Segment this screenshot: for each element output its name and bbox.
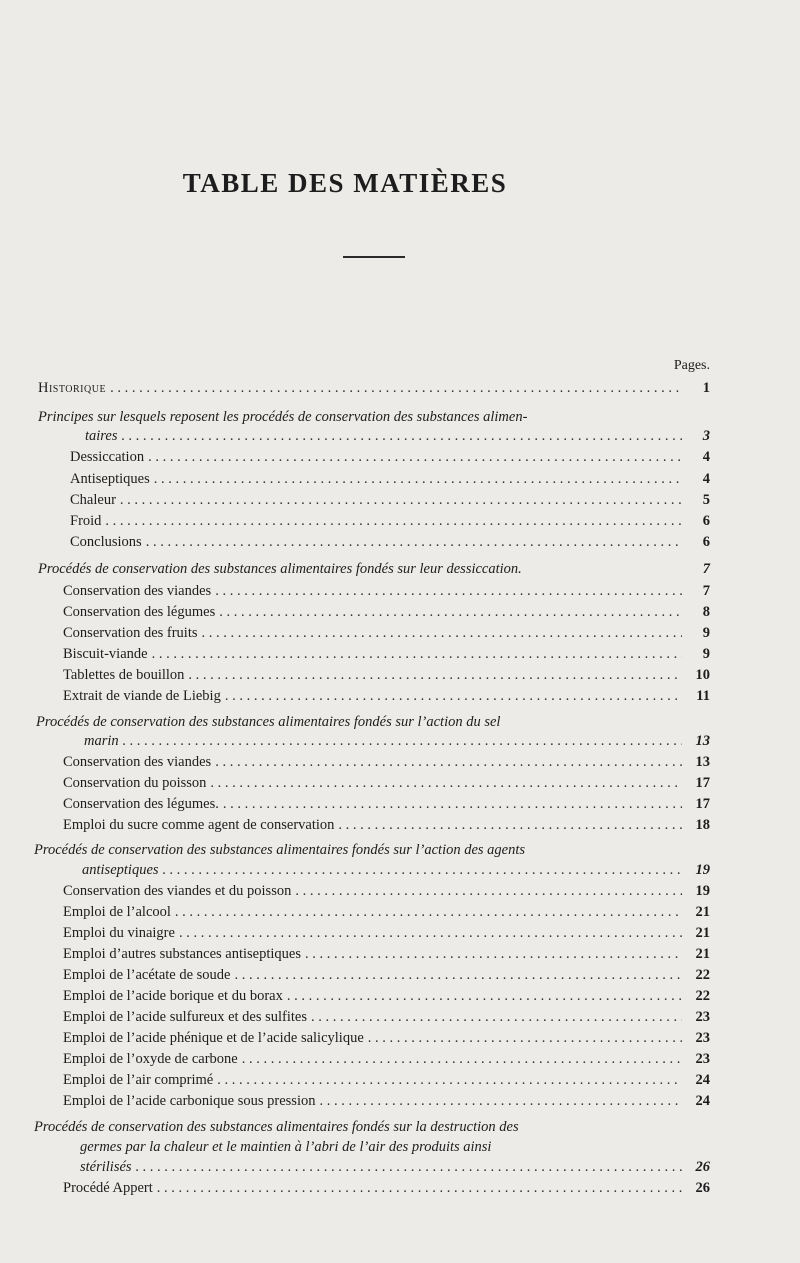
toc-entry-label: Antiseptiques — [70, 471, 150, 487]
toc-entry[interactable] — [38, 379, 710, 397]
toc-entry-label: Chaleur — [70, 492, 116, 508]
toc-entry-label: Emploi de l’alcool — [63, 904, 171, 920]
toc-entry-label: Conservation des viandes — [63, 754, 212, 770]
toc-entry-page: 5 — [702, 492, 710, 508]
toc-entry-label: Emploi de l’oxyde de carbone — [63, 1051, 238, 1067]
dot-leader — [154, 470, 682, 488]
toc-section-heading[interactable] — [82, 861, 710, 879]
toc-entry-page: 7 — [702, 583, 710, 599]
toc-entry[interactable] — [63, 945, 710, 963]
toc-entry-page: 4 — [702, 471, 710, 487]
toc-entry[interactable] — [63, 1179, 710, 1197]
dot-leader — [338, 816, 682, 834]
toc-entry[interactable] — [63, 1050, 710, 1068]
toc-entry-label: Emploi de l’acide carbonique sous pression — [63, 1093, 316, 1109]
toc-entry[interactable] — [70, 491, 710, 509]
toc-entry-page: 3 — [702, 428, 710, 444]
toc-entry[interactable] — [70, 533, 710, 551]
toc-entry-page: 24 — [695, 1093, 710, 1109]
dot-leader — [215, 582, 682, 600]
toc-entry-label: Dessiccation — [70, 449, 145, 465]
toc-entry-page: 13 — [695, 733, 710, 749]
dot-leader — [157, 1179, 682, 1197]
toc-section-heading-line: germes par la chaleur et le maintien à l’abri de l’air des produits ainsi — [80, 1139, 492, 1155]
toc-entry-page: 19 — [695, 862, 710, 878]
dot-leader — [215, 753, 682, 771]
toc-section-heading-line: Procédés de conservation des substances alimentaires fondés sur l’action des agents — [34, 842, 526, 858]
toc-entry-page: 26 — [695, 1180, 710, 1196]
toc-entry-label: Conservation des viandes et du poisson — [63, 883, 292, 899]
toc-entry-page: 4 — [702, 449, 710, 465]
toc-section-heading[interactable] — [84, 732, 710, 750]
dot-leader — [235, 966, 683, 984]
toc-entry-label: Emploi de l’acide sulfureux et des sulfites — [63, 1009, 308, 1025]
toc-entry-page: 21 — [695, 925, 710, 941]
toc-entry-page: 23 — [695, 1009, 710, 1025]
dot-leader — [242, 1050, 682, 1068]
toc-entry-label: Emploi de l’acide borique et du borax — [63, 988, 283, 1004]
toc-entry[interactable] — [70, 448, 710, 466]
dot-leader — [148, 448, 682, 466]
dot-leader — [217, 1071, 682, 1089]
toc-entry-page: 17 — [695, 775, 710, 791]
toc-section-heading[interactable] — [85, 427, 710, 445]
toc-entry[interactable] — [63, 666, 710, 684]
toc-entry[interactable] — [63, 753, 710, 771]
toc-entry[interactable] — [63, 816, 710, 834]
dot-leader — [225, 687, 682, 705]
dot-leader — [210, 774, 682, 792]
dot-leader — [105, 512, 682, 530]
toc-entry-label: Emploi du vinaigre — [63, 925, 175, 941]
toc-entry-page: 9 — [702, 646, 710, 662]
toc-entry[interactable] — [63, 645, 710, 663]
toc-entry-page: 13 — [695, 754, 710, 770]
toc-entry-page: 9 — [702, 625, 710, 641]
toc-entry[interactable] — [63, 774, 710, 792]
toc-entry[interactable] — [63, 1029, 710, 1047]
toc-entry-page: 8 — [702, 604, 710, 620]
toc-entry-label: Emploi de l’acide phénique et de l’acide salicylique — [63, 1030, 364, 1046]
dot-leader — [120, 491, 682, 509]
dot-leader — [311, 1008, 682, 1026]
toc-entry-label: Procédés de conservation des substances alimentaires fondés sur leur dessiccation. — [38, 561, 522, 577]
toc-entry-page: 11 — [696, 688, 710, 704]
toc-entry-page: 26 — [695, 1159, 710, 1175]
dot-leader — [122, 427, 683, 445]
toc-entry[interactable] — [63, 1071, 710, 1089]
dot-leader — [152, 645, 682, 663]
page-title: TABLE DES MATIÈRES — [182, 168, 508, 198]
toc-entry[interactable] — [63, 1008, 710, 1026]
toc-entry-label: Conclusions — [70, 534, 142, 550]
toc-entry[interactable] — [63, 624, 710, 642]
toc-entry-label: stérilisés — [80, 1159, 132, 1175]
toc-entry-page: 22 — [695, 967, 710, 983]
toc-entry[interactable] — [63, 687, 710, 705]
toc-entry[interactable] — [63, 987, 710, 1005]
dot-leader — [219, 603, 682, 621]
toc-entry[interactable] — [63, 582, 710, 600]
toc-entry-label: marin — [84, 733, 119, 749]
toc-entry-page: 6 — [702, 513, 710, 529]
pages-column-header: Pages. — [673, 358, 710, 373]
toc-section-heading-line: Procédés de conservation des substances alimentaires fondés sur la destruction des — [34, 1119, 519, 1135]
dot-leader — [179, 924, 682, 942]
toc-entry-label: Conservation du poisson — [63, 775, 207, 791]
toc-entry-page: 22 — [695, 988, 710, 1004]
toc-entry[interactable] — [63, 882, 710, 900]
toc-entry-page: 18 — [695, 817, 710, 833]
toc-entry-label: Emploi de l’air comprimé — [63, 1072, 214, 1088]
toc-entry-page: 7 — [702, 561, 710, 577]
toc-entry-label: Tablettes de bouillon — [63, 667, 185, 683]
dot-leader — [163, 861, 682, 879]
toc-section-heading[interactable] — [80, 1158, 710, 1176]
toc-entry-label: Conservation des légumes. — [63, 796, 219, 812]
toc-section-heading-line: Procédés de conservation des substances alimentaires fondés sur l’action du sel — [36, 714, 501, 730]
toc-entry-label: Historique — [38, 380, 107, 396]
toc-entry-label: Emploi d’autres substances antiseptiques — [63, 946, 301, 962]
toc-entry-page: 23 — [695, 1051, 710, 1067]
toc-entry-label: Conservation des fruits — [63, 625, 198, 641]
dot-leader — [305, 945, 682, 963]
toc-section-heading[interactable] — [38, 560, 710, 578]
dot-leader — [175, 903, 682, 921]
dot-leader — [319, 1092, 682, 1110]
dot-leader — [202, 624, 682, 642]
toc-entry-page: 23 — [695, 1030, 710, 1046]
dot-leader — [287, 987, 682, 1005]
toc-entry-page: 17 — [695, 796, 710, 812]
dot-leader — [223, 795, 682, 813]
toc-entry-label: Froid — [70, 513, 102, 529]
toc-entry-page: 19 — [695, 883, 710, 899]
dot-leader — [123, 732, 682, 750]
dot-leader — [295, 882, 682, 900]
toc-entry-page: 24 — [695, 1072, 710, 1088]
toc-entry-label: Procédé Appert — [63, 1180, 153, 1196]
toc-entry-label: Emploi du sucre comme agent de conservation — [63, 817, 335, 833]
toc-entry-label: antiseptiques — [82, 862, 159, 878]
dot-leader — [146, 533, 682, 551]
toc-section-heading-line: Principes sur lesquels reposent les procédés de conservation des substances alimen- — [38, 409, 528, 425]
dot-leader — [188, 666, 682, 684]
dot-leader — [110, 379, 682, 397]
dot-leader — [368, 1029, 682, 1047]
toc-entry[interactable] — [63, 903, 710, 921]
toc-entry[interactable] — [70, 470, 710, 488]
toc-entry[interactable] — [70, 512, 710, 530]
toc-entry-page: 10 — [695, 667, 710, 683]
toc-entry[interactable] — [63, 966, 710, 984]
toc-entry-label: Conservation des viandes — [63, 583, 212, 599]
toc-entry[interactable] — [63, 924, 710, 942]
toc-entry-label: Emploi de l’acétate de soude — [63, 967, 231, 983]
toc-entry-label: Biscuit-viande — [63, 646, 148, 662]
toc-entry-label: Extrait de viande de Liebig — [63, 688, 221, 704]
toc-entry-page: 6 — [702, 534, 710, 550]
toc-entry[interactable] — [63, 1092, 710, 1110]
toc-entry-label: Conservation des légumes — [63, 604, 216, 620]
toc-entry[interactable] — [63, 795, 710, 813]
toc-entry[interactable] — [63, 603, 710, 621]
toc-entry-label: taires — [85, 428, 118, 444]
toc-entry-page: 21 — [695, 946, 710, 962]
toc-entry-page: 21 — [695, 904, 710, 920]
dot-leader — [136, 1158, 682, 1176]
toc-entry-page: 1 — [702, 380, 710, 396]
